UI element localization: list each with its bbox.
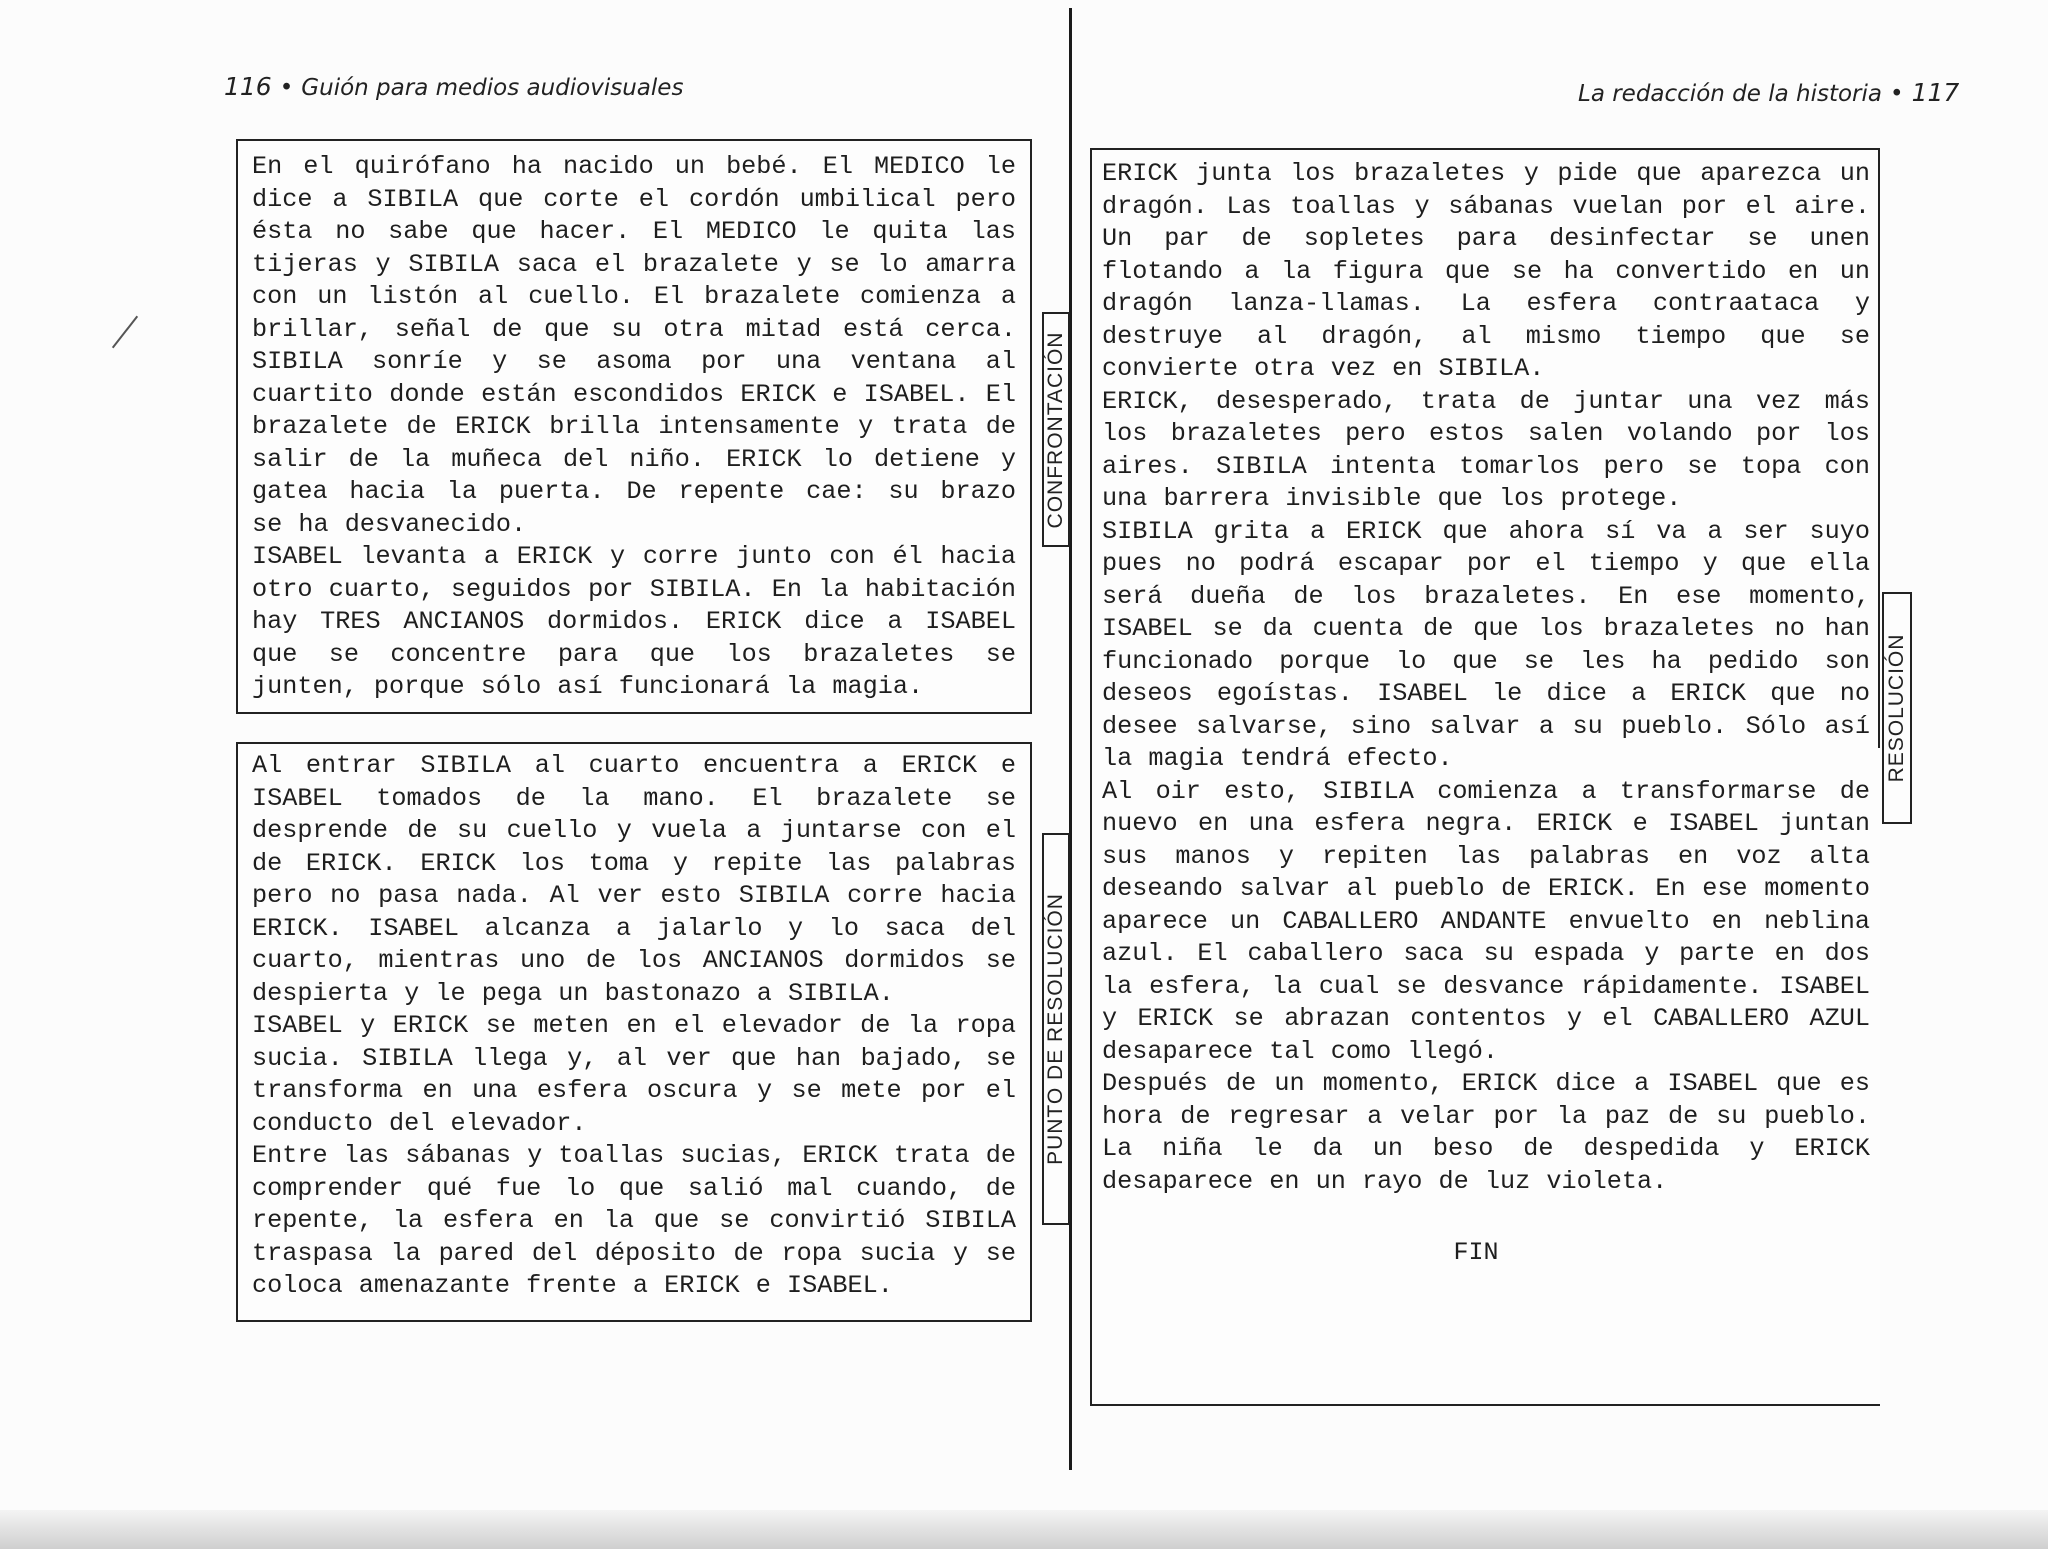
left-running-head: 116 • Guión para medios audiovisuales	[224, 72, 684, 101]
box3-paragraph-1: ERICK junta los brazaletes y pide que aparezca un dragón. Las toallas y sábanas vuelan por el aire. Un par de sopletes para desinfectar se unen flotando a la figura que se ha convertido en un dragón lanza-llamas. La esfera contraataca y destruye al dragón, al mismo tiempo que se convierte otra vez en SIBILA.	[1102, 159, 1870, 383]
box3-paragraph-3: SIBILA grita a ERICK que ahora sí va a ser suyo pues no podrá escapar por el tiempo y que ella será dueña de los brazaletes. En ese momento, ISABEL se da cuenta de que los brazaletes no han funcionado porque lo que se les ha pedido son deseos egoístas. ISABEL le dice a ERICK que no desee salvarse, sino salvar a su pueblo. Sólo así la magia tendrá efecto.	[1102, 516, 1870, 773]
ending-fin: FIN	[1453, 1238, 1499, 1267]
box3-paragraph-5: Después de un momento, ERICK dice a ISABEL que es hora de regresar a velar por la paz de su pueblo. La niña le da un beso de despedida y ERICK desaparece en un rayo de luz violeta.	[1102, 1069, 1870, 1196]
box2-paragraph-3: Entre las sábanas y toallas sucias, ERICK trata de comprender qué fue lo que salió mal cuando, de repente, la esfera en la que se convirtió SIBILA traspasa la pared del déposito de ropa sucia y se coloca amenazante frente a ERICK e ISABEL.	[252, 1141, 1016, 1300]
right-running-head-title: La redacción de la historia	[1578, 81, 1882, 107]
right-running-head: La redacción de la historia • 117	[1578, 78, 1960, 107]
book-gutter	[1069, 8, 1072, 1470]
box3-paragraph-4: Al oir esto, SIBILA comienza a transformarse de nuevo en una esfera negra. ERICK e ISABEL juntan sus manos y repiten las palabras en voz alta deseando salvar al pueblo de ERICK. En ese momento aparece un CABALLERO ANDANTE envuelto en neblina azul. El caballero saca su espada y parte en dos la esfera, la cual se desvance rápidamente. ISABEL y ERICK se abrazan contentos y el CABALLERO AZUL desaparece tal como llegó.	[1102, 776, 1870, 1066]
tab-punto-de-resolucion	[1042, 833, 1070, 1225]
box2-paragraph-1: Al entrar SIBILA al cuarto encuentra a ERICK e ISABEL tomados de la mano. El brazalete se desprende de su cuello y vuela a juntarse con el de ERICK. ERICK los toma y repite las palabras pero no pasa nada. Al ver esto SIBILA corre hacia ERICK. ISABEL alcanza a jalarlo y lo saca del cuarto, mientras uno de los ANCIANOS dormidos se despierta y le pega un bastonazo a SIBILA.	[252, 751, 1016, 1008]
box3-right-border	[1878, 148, 1880, 748]
box3-paragraph-2: ERICK, desesperado, trata de juntar una vez más los brazaletes pero estos salen volando por los aires. SIBILA intenta tomarlos pero se topa con una barrera invisible que los protege.	[1102, 386, 1870, 513]
tab-resolucion	[1882, 592, 1912, 824]
script-box-3	[1090, 148, 1880, 1406]
tab-resolucion-label: RESOLUCIÓN	[1885, 633, 1908, 783]
tab-punto-de-resolucion-label: PUNTO DE RESOLUCIÓN	[1044, 893, 1067, 1165]
left-running-head-title: Guión para medios audiovisuales	[301, 75, 684, 101]
right-page-number: 117	[1911, 78, 1960, 107]
box2-paragraph-2: ISABEL y ERICK se meten en el elevador de la ropa sucia. SIBILA llega y, al ver que han bajado, se transforma en una esfera oscura y se mete por el conducto del elevador.	[252, 1011, 1016, 1138]
left-page-number: 116	[224, 72, 272, 101]
box1-paragraph-2: ISABEL levanta a ERICK y corre junto con él hacia otro cuarto, seguidos por SIBILA. En la habitación hay TRES ANCIANOS dormidos. ERICK dice a ISABEL que se concentre para que los brazaletes se junten, porque sólo así funcionará la magia.	[252, 542, 1016, 701]
tab-confrontacion	[1042, 312, 1070, 547]
page-bottom-shadow	[0, 1510, 2048, 1549]
script-box-2	[236, 742, 1032, 1322]
box1-paragraph-1: En el quirófano ha nacido un bebé. El MEDICO le dice a SIBILA que corte el cordón umbilical pero ésta no sabe que hacer. El MEDICO le quita las tijeras y SIBILA saca el brazalete y se lo amarra con un listón al cuello. El brazalete comienza a brillar, señal de que su otra mitad está cerca. SIBILA sonríe y se asoma por una ventana al cuartito donde están escondidos ERICK e ISABEL. El brazalete de ERICK brilla intensamente y trata de salir de la muñeca del niño. ERICK lo detiene y gatea hacia la puerta. De repente cae: su brazo se ha desvanecido.	[252, 152, 1016, 539]
script-box-1	[236, 139, 1032, 714]
tab-confrontacion-label: CONFRONTACIÓN	[1044, 331, 1067, 528]
